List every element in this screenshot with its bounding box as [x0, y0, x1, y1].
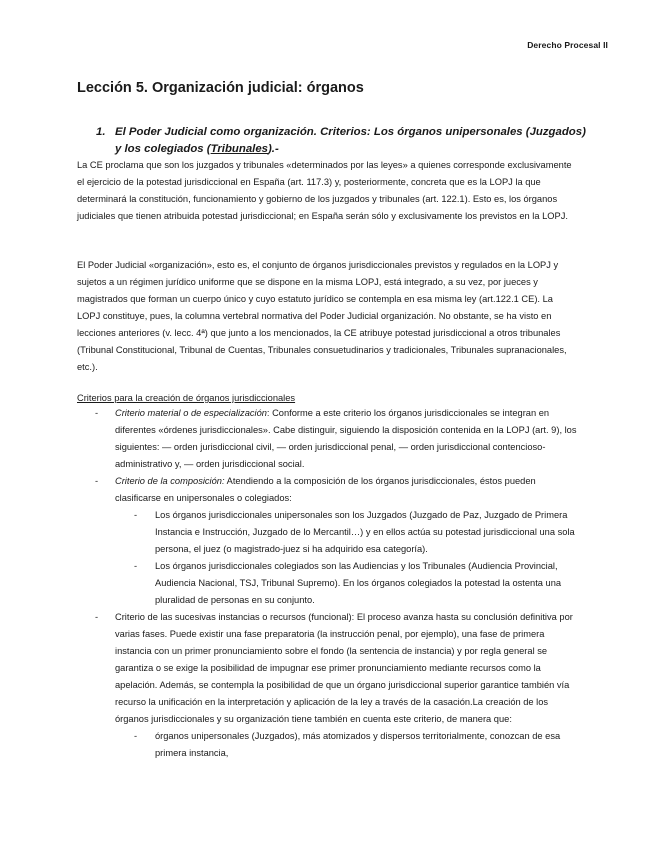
paragraph-1: La CE proclama que son los juzgados y tribunales «determinados por las leyes» a quienes corresponde exclusivamente el ejercicio de la potestad jurisdiccional en España (art. 117.3) y, posteriormente, concreta que es la LOPJ la que determinará la constitución, funcionamiento y gobierno de los juzgados y tribunales (art. 122.1). Esto es, los órganos judiciales que tienen atribuida potestad jurisdiccional; en España serán sólo y exclusivamente los previstos en la LOPJ. [77, 160, 572, 221]
dash-bullet: - [134, 561, 138, 571]
paragraph-2: El Poder Judicial «organización», esto es, el conjunto de órganos jurisdiccionales previstos y regulados en la LOPJ y sujetos a un régimen jurídico uniforme que se dispone en la misma LOPJ, está integrado, a su vez, por jueces y magistrados que forman un cuerpo único y cuyo estatuto jurídico se contempla en esa misma ley (art.122.1 CE). La LOPJ constituye, pues, la columna vertebral normativa del Poder Judicial organización. No obstante, se ha visto en lecciones anteriores (v. lecc. 4ª) que junto a los mencionados, la CE atribuye potestad jurisdiccional a otros tribunales (Tribunal Constitucional, Tribunal de Cuentas, Tribunales consuetudinarios y tradicionales, Tribunales supranacionales, etc.). [77, 260, 567, 372]
sub-list-item [77, 728, 577, 762]
sub-list-item [77, 507, 577, 558]
course-header: Derecho Procesal II [527, 40, 608, 50]
criterion-label: Criterio de la composición: [115, 476, 225, 486]
section-heading-end: ).- [268, 143, 279, 155]
list-item [77, 405, 577, 473]
criterion-label: Criterio material o de especialización [115, 408, 267, 418]
dash-bullet: - [134, 731, 138, 741]
dash-bullet: - [95, 408, 99, 418]
section-heading-text [96, 124, 586, 158]
list-item [77, 473, 577, 507]
sub-item-text: órganos unipersonales (Juzgados), más atomizados y dispersos territorialmente, conozcan de esa primera instancia, [155, 731, 561, 758]
sub-item-text: Los órganos jurisdiccionales colegiados son las Audiencias y los Tribunales (Audiencia Provincial, Audiencia Nacional, TSJ, Tribunal Supremo). En los órganos colegiados la potestad la ostenta una pluralidad de personas en su conjunto. [155, 561, 562, 605]
section-heading-underlined: Tribunales [210, 143, 268, 155]
lesson-title: Lección 5. Organización judicial: órganos [77, 80, 364, 96]
criterion-text: Criterio de las sucesivas instancias o recursos (funcional): El proceso avanza hasta su conclusión definitiva por varias fases. Puede existir una fase preparatoria (la instrucción penal, por ejemplo), una fase de primera instancia con un primer pronunciamiento sobre el fondo (la sentencia de instancia) y por regla general se garantiza o se exige la posibilidad de impugnar ese primer pronunciamiento mediante recursos como la apelación. Además, se contempla la posibilidad de que un órgano jurisdiccional superior garantice también vía recurso la unificación en la interpretación y aplicación de la ley a través de la casación.La creación de los órganos jurisdiccionales y su organización tiene también en cuenta este criterio, de manera que: [115, 612, 573, 724]
criteria-title: Criterios para la creación de órganos jurisdiccionales [77, 393, 296, 403]
list-item [77, 609, 577, 728]
dash-bullet: - [95, 612, 99, 622]
section-heading-start: El Poder Judicial como organización. Criterios: Los órganos unipersonales (Juzgados) y los colegiados ( [115, 126, 586, 155]
sub-item-text: Los órganos jurisdiccionales unipersonales son los Juzgados (Juzgado de Paz, Juzgado de Primera Instancia e Instrucción, Juzgado de lo Mercantil…) y en ellos actúa su potestad jurisdiccional una sola persona, el juez (o magistrado-juez si ha adquirido esa categoría). [155, 510, 575, 554]
dash-bullet: - [134, 510, 138, 520]
dash-bullet: - [95, 476, 99, 486]
section-number: 1. [96, 126, 106, 138]
sub-list-item [77, 558, 577, 609]
criterion-text: Atendiendo a la composición de los órganos jurisdiccionales, éstos pueden clasificarse en unipersonales o colegiados: [115, 476, 536, 503]
criterion-text: : Conforme a este criterio los órganos jurisdiccionales se integran en diferentes «órdenes jurisdiccionales». Cabe distinguir, siguiendo la disposición contenida en la LOPJ (art. 9), los siguientes: — orden jurisdiccional civil, — orden jurisdiccional penal, — orden jurisdiccional contencioso-administrativo y, — orden jurisdiccional social. [115, 408, 577, 469]
section-heading [96, 124, 586, 158]
criteria-list [77, 405, 577, 762]
